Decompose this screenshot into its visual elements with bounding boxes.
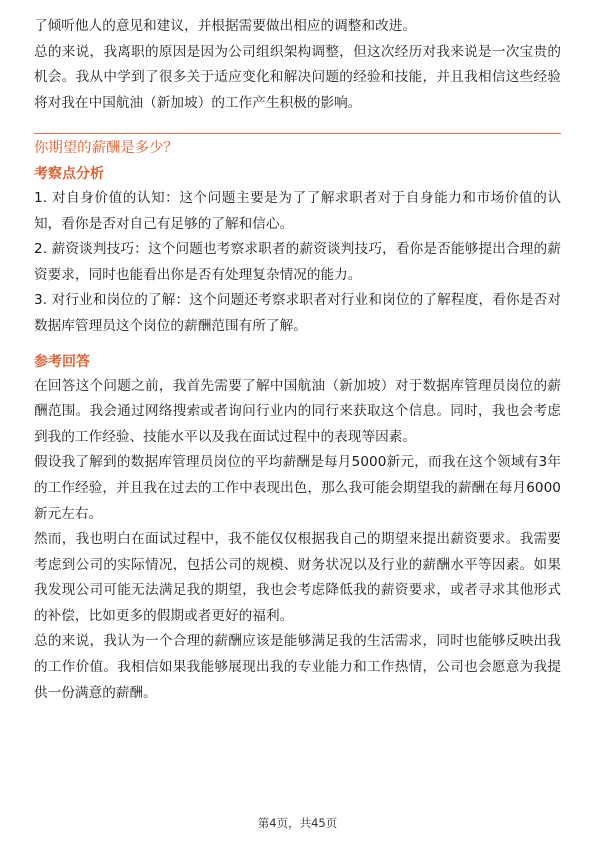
answer-heading: 参考回答 xyxy=(34,353,90,370)
document-page xyxy=(34,14,561,706)
question-divider xyxy=(34,133,561,134)
analysis-item-3: 3. 对行业和岗位的了解：这个问题还考察求职者对行业和岗位的了解程度，看你是否对数据库管理员这个岗位的薪酬范围有所了解。 xyxy=(34,292,561,334)
analysis-item-2: 2. 薪资谈判技巧：这个问题也考察求职者的薪资谈判技巧，看你是否能够提出合理的薪资要求，同时也能看出你是否有处理复杂情况的能力。 xyxy=(34,241,561,283)
analysis-item-1: 1. 对自身价值的认知：这个问题主要是为了了解求职者对于自身能力和市场价值的认知，看你是否对自己有足够的了解和信心。 xyxy=(34,189,561,232)
intro-paragraph-2: 总的来说，我离职的原因是因为公司组织架构调整，但这次经历对我来说是一次宝贵的机会。我从中学到了很多关于适应变化和解决问题的经验和技能，并且我相信这些经验将对我在中国航油（新加坡）的工作产生积极的影响。 xyxy=(34,43,561,111)
answer-paragraph-2: 假设我了解到的数据库管理员岗位的平均薪酬是每月5000新元，而我在这个领域有3年的工作经验，并且我在过去的工作中表现出色，那么我可能会期望我的薪酬在每月6000新元左右。 xyxy=(34,454,561,522)
answer-paragraph-4: 总的来说，我认为一个合理的薪酬应该是能够满足我的生活需求，同时也能够反映出我的工作价值。我相信如果我能够展现出我的专业能力和工作热情，公司也会愿意为我提供一份满意的薪酬。 xyxy=(34,633,561,701)
intro-paragraph-1: 了倾听他人的意见和建议，并根据需要做出相应的调整和改进。 xyxy=(34,18,417,34)
page-footer: 第4页，共45页 xyxy=(257,816,338,830)
analysis-heading: 考察点分析 xyxy=(34,165,104,182)
answer-paragraph-3: 然而，我也明白在面试过程中，我不能仅仅根据我自己的期望来提出薪资要求。我需要考虑到公司的实际情况，包括公司的规模、财务状况以及行业的薪酬水平等因素。如果我发现公司可能无法满足我的期望，我也会考虑降低我的薪资要求，或者寻求其他形式的补偿，比如更多的假期或者更好的福利。 xyxy=(34,531,561,624)
answer-paragraph-1: 在回答这个问题之前，我首先需要了解中国航油（新加坡）对于数据库管理员岗位的薪酬范围。我会通过网络搜索或者询问行业内的同行来获取这个信息。同时，我也会考虑到我的工作经验、技能水平以及我在面试过程中的表现等因素。 xyxy=(34,377,561,445)
question-title: 你期望的薪酬是多少？ xyxy=(34,140,178,157)
